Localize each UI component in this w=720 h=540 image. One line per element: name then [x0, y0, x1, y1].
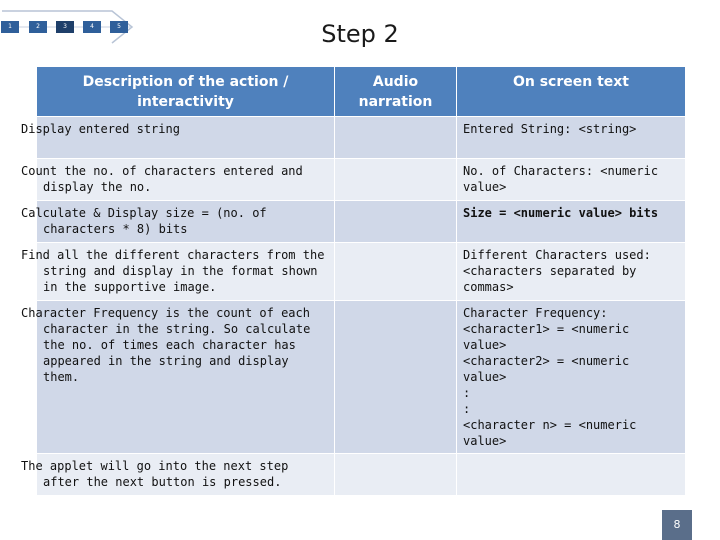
table-row: [37, 454, 686, 496]
description-cell: Character Frequency is the count of each character in the string. So calculate the no. of times each character has appeared in the string and display them.: [37, 301, 335, 454]
table-row: [37, 201, 686, 243]
description-cell: Find all the different characters from the string and display in the format shown in the supportive image.: [37, 243, 335, 301]
table-row: [37, 117, 686, 159]
audio-cell: [335, 201, 457, 243]
step-3-box: 3: [56, 21, 74, 33]
table-row: [37, 243, 686, 301]
table-header-row: [37, 67, 686, 117]
screen-text-cell: No. of Characters: <numeric value>: [457, 159, 686, 201]
page-number-badge: 8: [662, 510, 692, 540]
audio-cell: [335, 117, 457, 159]
screen-text-cell: Size = <numeric value> bits: [457, 201, 686, 243]
step-1-box: 1: [1, 21, 19, 33]
audio-cell: [335, 159, 457, 201]
table-row: [37, 159, 686, 201]
storyboard-table: [21, 66, 686, 496]
step-2-box: 2: [29, 21, 47, 33]
screen-text-cell: Character Frequency: <character1> = <numeric value> <character2> = <numeric value> : : <character n> = <numeric value>: [457, 301, 686, 454]
header-on-screen-text: On screen text: [457, 67, 686, 117]
audio-cell: [335, 243, 457, 301]
page-title: Step 2: [321, 20, 399, 48]
screen-text-cell: [457, 454, 686, 496]
step-4-box: 4: [83, 21, 101, 33]
audio-cell: [335, 301, 457, 454]
description-cell: The applet will go into the next step after the next button is pressed.: [37, 454, 335, 496]
screen-text-cell: Entered String: <string>: [457, 117, 686, 159]
table-row: [37, 301, 686, 454]
description-cell: Calculate & Display size = (no. of characters * 8) bits: [37, 201, 335, 243]
description-cell: Count the no. of characters entered and display the no.: [37, 159, 335, 201]
audio-cell: [335, 454, 457, 496]
header-description: Description of the action / interactivity: [37, 67, 335, 117]
screen-text-cell: Different Characters used: <characters separated by commas>: [457, 243, 686, 301]
description-cell: Display entered string: [37, 117, 335, 159]
header-audio-narration: Audio narration: [335, 67, 457, 117]
step-5-box: 5: [110, 21, 128, 33]
